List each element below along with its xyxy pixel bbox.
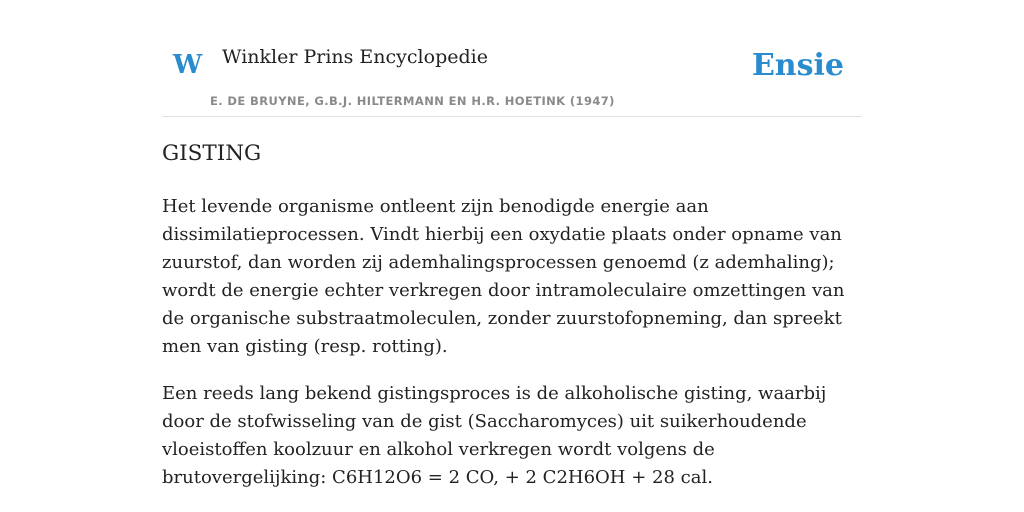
paragraph: Een reeds lang bekend gistingsproces is de alkoholische gisting, waarbij door de stofwisseling van de gist (Saccharomyces) uit suikerhoudende vloeistoffen koolzuur en alkohol verkregen wordt volgens de brutovergelijking: C6H12O6 = 2 CO, + 2 C2H6OH + 28 cal. — [162, 383, 827, 488]
paragraph: Het levende organisme ontleent zijn benodigde energie aan dissimilatieprocessen. Vindt hierbij een oxydatie plaats onder opname van zuurstof, dan worden zij ademhalingsprocessen genoemd (z ademhaling); wordt de energie echter verkregen door intramoleculaire omzettingen van de organische substraatmoleculen, zonder zuurstofopneming, dan spreekt men van gisting (resp. rotting). — [162, 196, 845, 357]
entry-title: GISTING — [162, 141, 262, 166]
page-container — [162, 0, 862, 488]
source-title[interactable]: Winkler Prins Encyclopedie — [222, 46, 488, 68]
source-authors: E. DE BRUYNE, G.B.J. HILTERMANN EN H.R. HOETINK (1947) — [210, 94, 615, 108]
article-body — [162, 193, 862, 511]
brand-logo[interactable]: Ensie — [751, 48, 844, 83]
source-logo[interactable]: W — [173, 50, 203, 80]
source-header — [162, 0, 862, 117]
